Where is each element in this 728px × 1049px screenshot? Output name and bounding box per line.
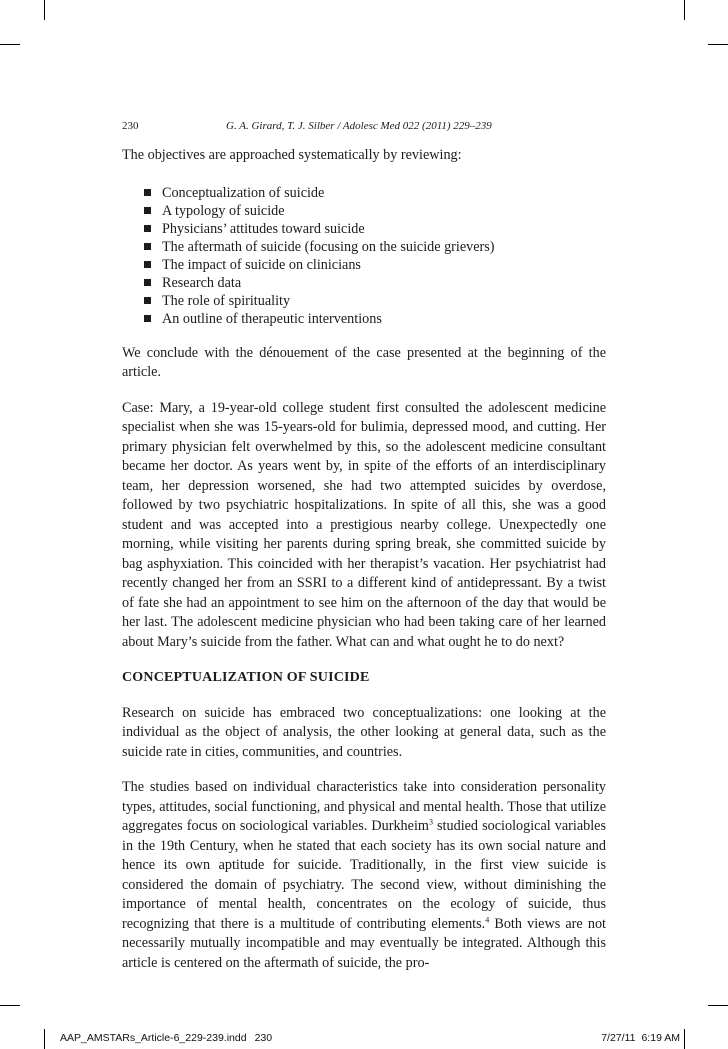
case-paragraph: Case: Mary, a 19-year-old college student first consulted the adolescent medicine specialist when she was 15-years-old for bulimia, depressed mood, and cutting. Her primary physician felt overwhelmed by this, so the adolescent medicine consultant became her doctor. As years went by, in spite of the efforts of an interdisciplinary team, her depression worsened, she had two attempted suicides by overdose, followed by two psychiatric hospitalizations. In spite of all this, she was a good student and was accepted into a prestigious nearby college. Unexpectedly one morning, while visiting her parents during spring break, she committed suicide by bag asphyxiation. This coincided with her therapist’s vacation. Her psychiatrist had recently changed her from an SSRI to a different kind of antidepressant. By a twist of fate she had an appointment to see him on the afternoon of the day that would be her last. The adolescent medicine physician who had been taking care of her learned about Mary’s suicide from the father. What can and what ought he to do next?: [122, 399, 606, 650]
crop-mark: [0, 44, 20, 45]
page-number: 230: [122, 120, 139, 132]
intro-paragraph: The objectives are approached systematically by reviewing:: [122, 147, 462, 163]
list-item: The impact of suicide on clinicians: [144, 256, 606, 274]
crop-mark: [708, 1005, 728, 1006]
running-head: G. A. Girard, T. J. Silber / Adolesc Med 022 (2011) 229–239: [226, 120, 492, 132]
studies-paragraph: The studies based on individual characteristics take into consideration personality types, attitudes, social functioning, and physical and mental health. Those that utilize aggregates focus on sociological variables. Durkheim$^3$ studied sociological variables in the 19th Century, when he stated that each society has its own social nature and hence its own aptitude for suicide. Traditionally, in the first view suicide is considered the domain of psychiatry. The second view, without diminishing the importance of mental health, concentrates on the ecology of suicide, thus recognizing that there is a multitude of contributing elements.$^4$ Both views are not necessarily mutually incompatible and may eventually be integrated. Although this article is centered on the aftermath of suicide, the pro-: [122, 779, 606, 971]
research-paragraph: Research on suicide has embraced two conceptualizations: one looking at the individual as the object of analysis, the other looking at general data, such as the suicide rate in cities, communities, and countries.: [122, 704, 606, 760]
crop-mark: [684, 1029, 685, 1049]
citation-ref: 4: [485, 914, 490, 924]
list-item: A typology of suicide: [144, 202, 606, 220]
bullet-square-icon: [144, 261, 151, 268]
list-item: An outline of therapeutic interventions: [144, 310, 606, 328]
bullet-square-icon: [144, 315, 151, 322]
crop-mark: [44, 1029, 45, 1049]
bullet-square-icon: [144, 189, 151, 196]
objectives-list: [122, 184, 606, 328]
file-name: AAP_AMSTARs_Article-6_229-239.indd: [60, 1032, 247, 1044]
list-item: The role of spirituality: [144, 292, 606, 310]
crop-mark: [0, 1005, 20, 1006]
slug-page-number: 230: [254, 1032, 273, 1044]
crop-mark: [708, 44, 728, 45]
article-body: [122, 146, 606, 973]
print-time: 6:19 AM: [641, 1032, 680, 1044]
section-heading: CONCEPTUALIZATION OF SUICIDE: [122, 670, 370, 685]
conclusion-paragraph: We conclude with the dénouement of the case presented at the beginning of the article.: [122, 344, 606, 380]
running-header: [122, 120, 606, 138]
bullet-square-icon: [144, 225, 151, 232]
bullet-square-icon: [144, 297, 151, 304]
bullet-square-icon: [144, 243, 151, 250]
citation-ref: 3: [428, 817, 433, 827]
list-item: The aftermath of suicide (focusing on the suicide grievers): [144, 238, 606, 256]
list-item: Physicians’ attitudes toward suicide: [144, 220, 606, 238]
list-item: Conceptualization of suicide: [144, 184, 606, 202]
bullet-square-icon: [144, 207, 151, 214]
crop-mark: [684, 0, 685, 20]
crop-mark: [44, 0, 45, 20]
print-slug: [60, 1032, 680, 1046]
list-item: Research data: [144, 274, 606, 292]
bullet-square-icon: [144, 279, 151, 286]
print-date: 7/27/11: [601, 1032, 636, 1044]
